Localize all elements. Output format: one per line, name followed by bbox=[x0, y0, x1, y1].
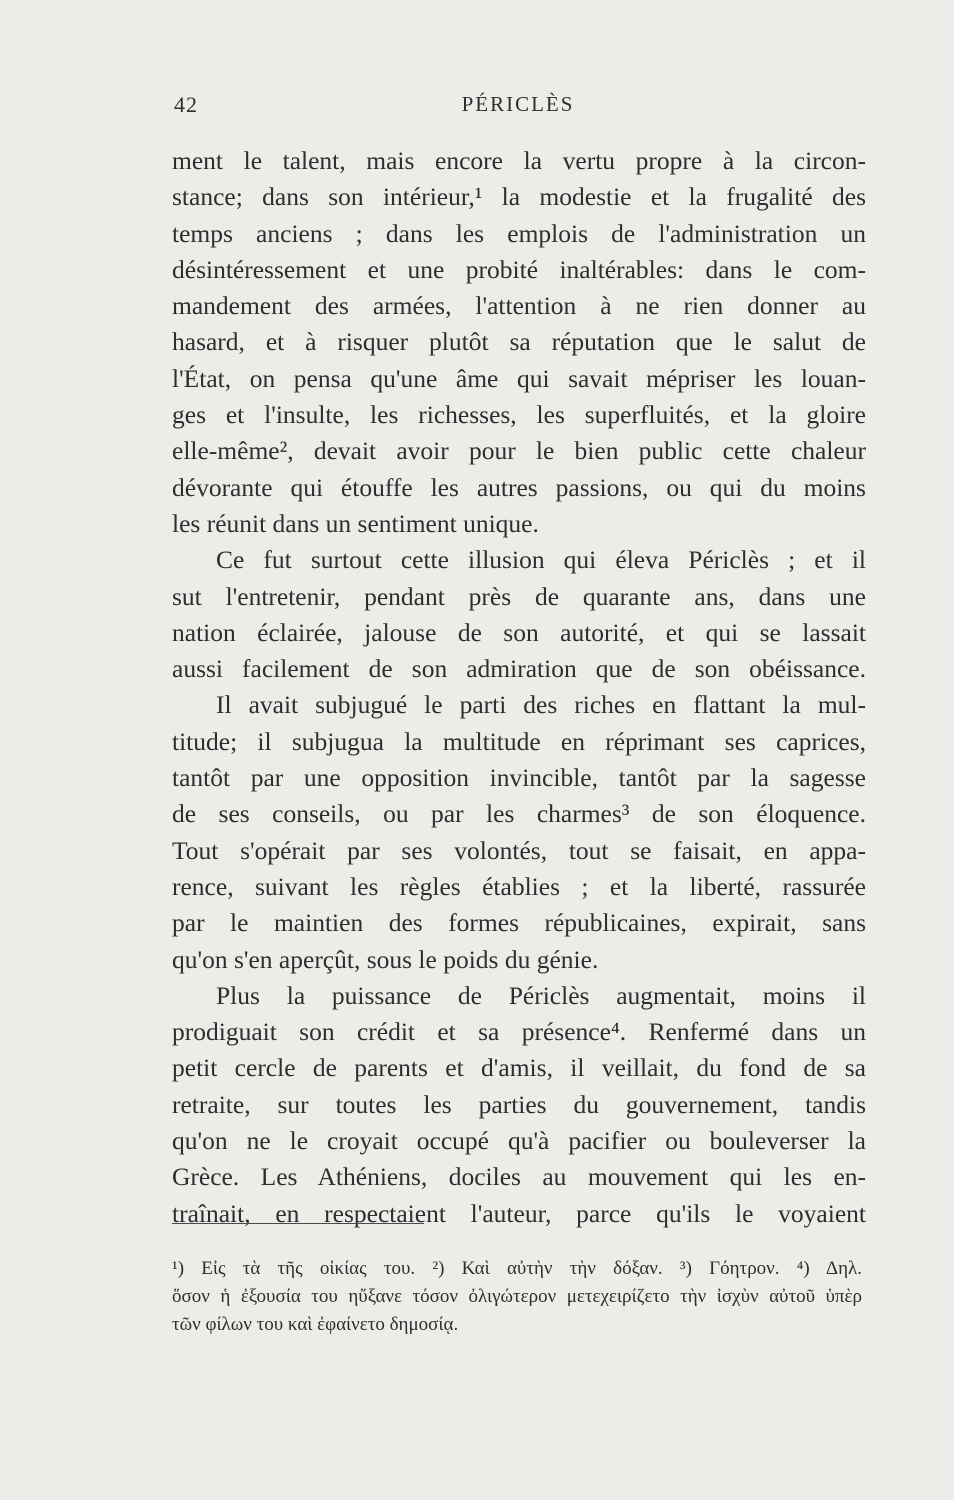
text-line: Grèce. Les Athéniens, dociles au mouvement qui les en- bbox=[172, 1162, 866, 1192]
text-line: de ses conseils, ou par les charmes³ de son éloquence. bbox=[172, 799, 866, 829]
text-line: Plus la puissance de Périclès augmentait, moins il bbox=[216, 980, 866, 1010]
text-line: traînait, en respectaient l'auteur, parce qu'ils le voyaient bbox=[172, 1198, 866, 1228]
text-line: retraite, sur toutes les parties du gouvernement, tandis bbox=[172, 1089, 866, 1119]
text-line: Ce fut surtout cette illusion qui éleva Périclès ; et il bbox=[216, 545, 866, 575]
text-line: elle-même², devait avoir pour le bien public cette chaleur bbox=[172, 436, 866, 466]
text-line: titude; il subjugua la multitude en réprimant ses caprices, bbox=[172, 726, 866, 756]
text-line: ment le talent, mais encore la vertu propre à la circon- bbox=[172, 146, 866, 175]
footnote-line: ὅσον ἡ ἐξουσία του ηὔξανε τόσον ὀλιγώτερον μετεχειρίζετο τὴν ἰσχὺν αὐτοῦ ὑπὲρ bbox=[172, 1286, 862, 1307]
text-line: nation éclairée, jalouse de son autorité, et qui se lassait bbox=[172, 617, 866, 647]
text-line: désintéressement et une probité inaltérables: dans le com- bbox=[172, 254, 866, 284]
text-line: prodiguait son crédit et sa présence⁴. Renfermé dans un bbox=[172, 1017, 866, 1047]
text-line: rence, suivant les règles établies ; et la liberté, rassurée bbox=[172, 871, 866, 901]
footnotes bbox=[172, 1255, 862, 1339]
text-line: par le maintien des formes républicaines, expirait, sans bbox=[172, 908, 866, 938]
footnote-line: τῶν φίλων του καὶ ἐφαίνετο δημοσίᾳ. bbox=[172, 1314, 459, 1335]
text-line: qu'on ne le croyait occupé qu'à pacifier ou bouleverser la bbox=[172, 1126, 866, 1156]
text-line: dévorante qui étouffe les autres passions, ou qui du moins bbox=[172, 472, 866, 502]
text-line: sut l'entretenir, pendant près de quarante ans, dans une bbox=[172, 581, 866, 611]
footnote-separator bbox=[172, 1223, 424, 1224]
text-line: ges et l'insulte, les richesses, les superfluités, et la gloire bbox=[172, 400, 866, 430]
text-line: les réunit dans un sentiment unique. bbox=[172, 508, 539, 538]
body-text bbox=[172, 143, 866, 1232]
running-header bbox=[174, 92, 862, 132]
text-line: petit cercle de parents et d'amis, il veillait, du fond de sa bbox=[172, 1053, 866, 1083]
text-line: mandement des armées, l'attention à ne rien donner au bbox=[172, 291, 866, 321]
text-line: hasard, et à risquer plutôt sa réputation que le salut de bbox=[172, 327, 866, 357]
text-line: tantôt par une opposition invincible, tantôt par la sagesse bbox=[172, 763, 866, 793]
text-line: qu'on s'en aperçût, sous le poids du génie. bbox=[172, 944, 599, 974]
text-line: aussi facilement de son admiration que de son obéissance. bbox=[172, 654, 866, 684]
text-line: Il avait subjugué le parti des riches en flattant la mul- bbox=[216, 690, 866, 720]
text-line: l'État, on pensa qu'une âme qui savait mépriser les louan- bbox=[172, 363, 866, 393]
text-line: stance; dans son intérieur,¹ la modestie et la frugalité des bbox=[172, 182, 866, 212]
page-number: 42 bbox=[174, 92, 198, 117]
text-line: temps anciens ; dans les emplois de l'administration un bbox=[172, 218, 866, 248]
footnote-line: ¹) Εἰς τὰ τῆς οἰκίας του. ²) Καὶ αὐτὴν τὴν δόξαν. ³) Γόητρον. ⁴) Δηλ. bbox=[172, 1258, 862, 1279]
text-line: Tout s'opérait par ses volontés, tout se faisait, en appa- bbox=[172, 835, 866, 865]
running-title: PÉRICLÈS bbox=[461, 92, 575, 116]
